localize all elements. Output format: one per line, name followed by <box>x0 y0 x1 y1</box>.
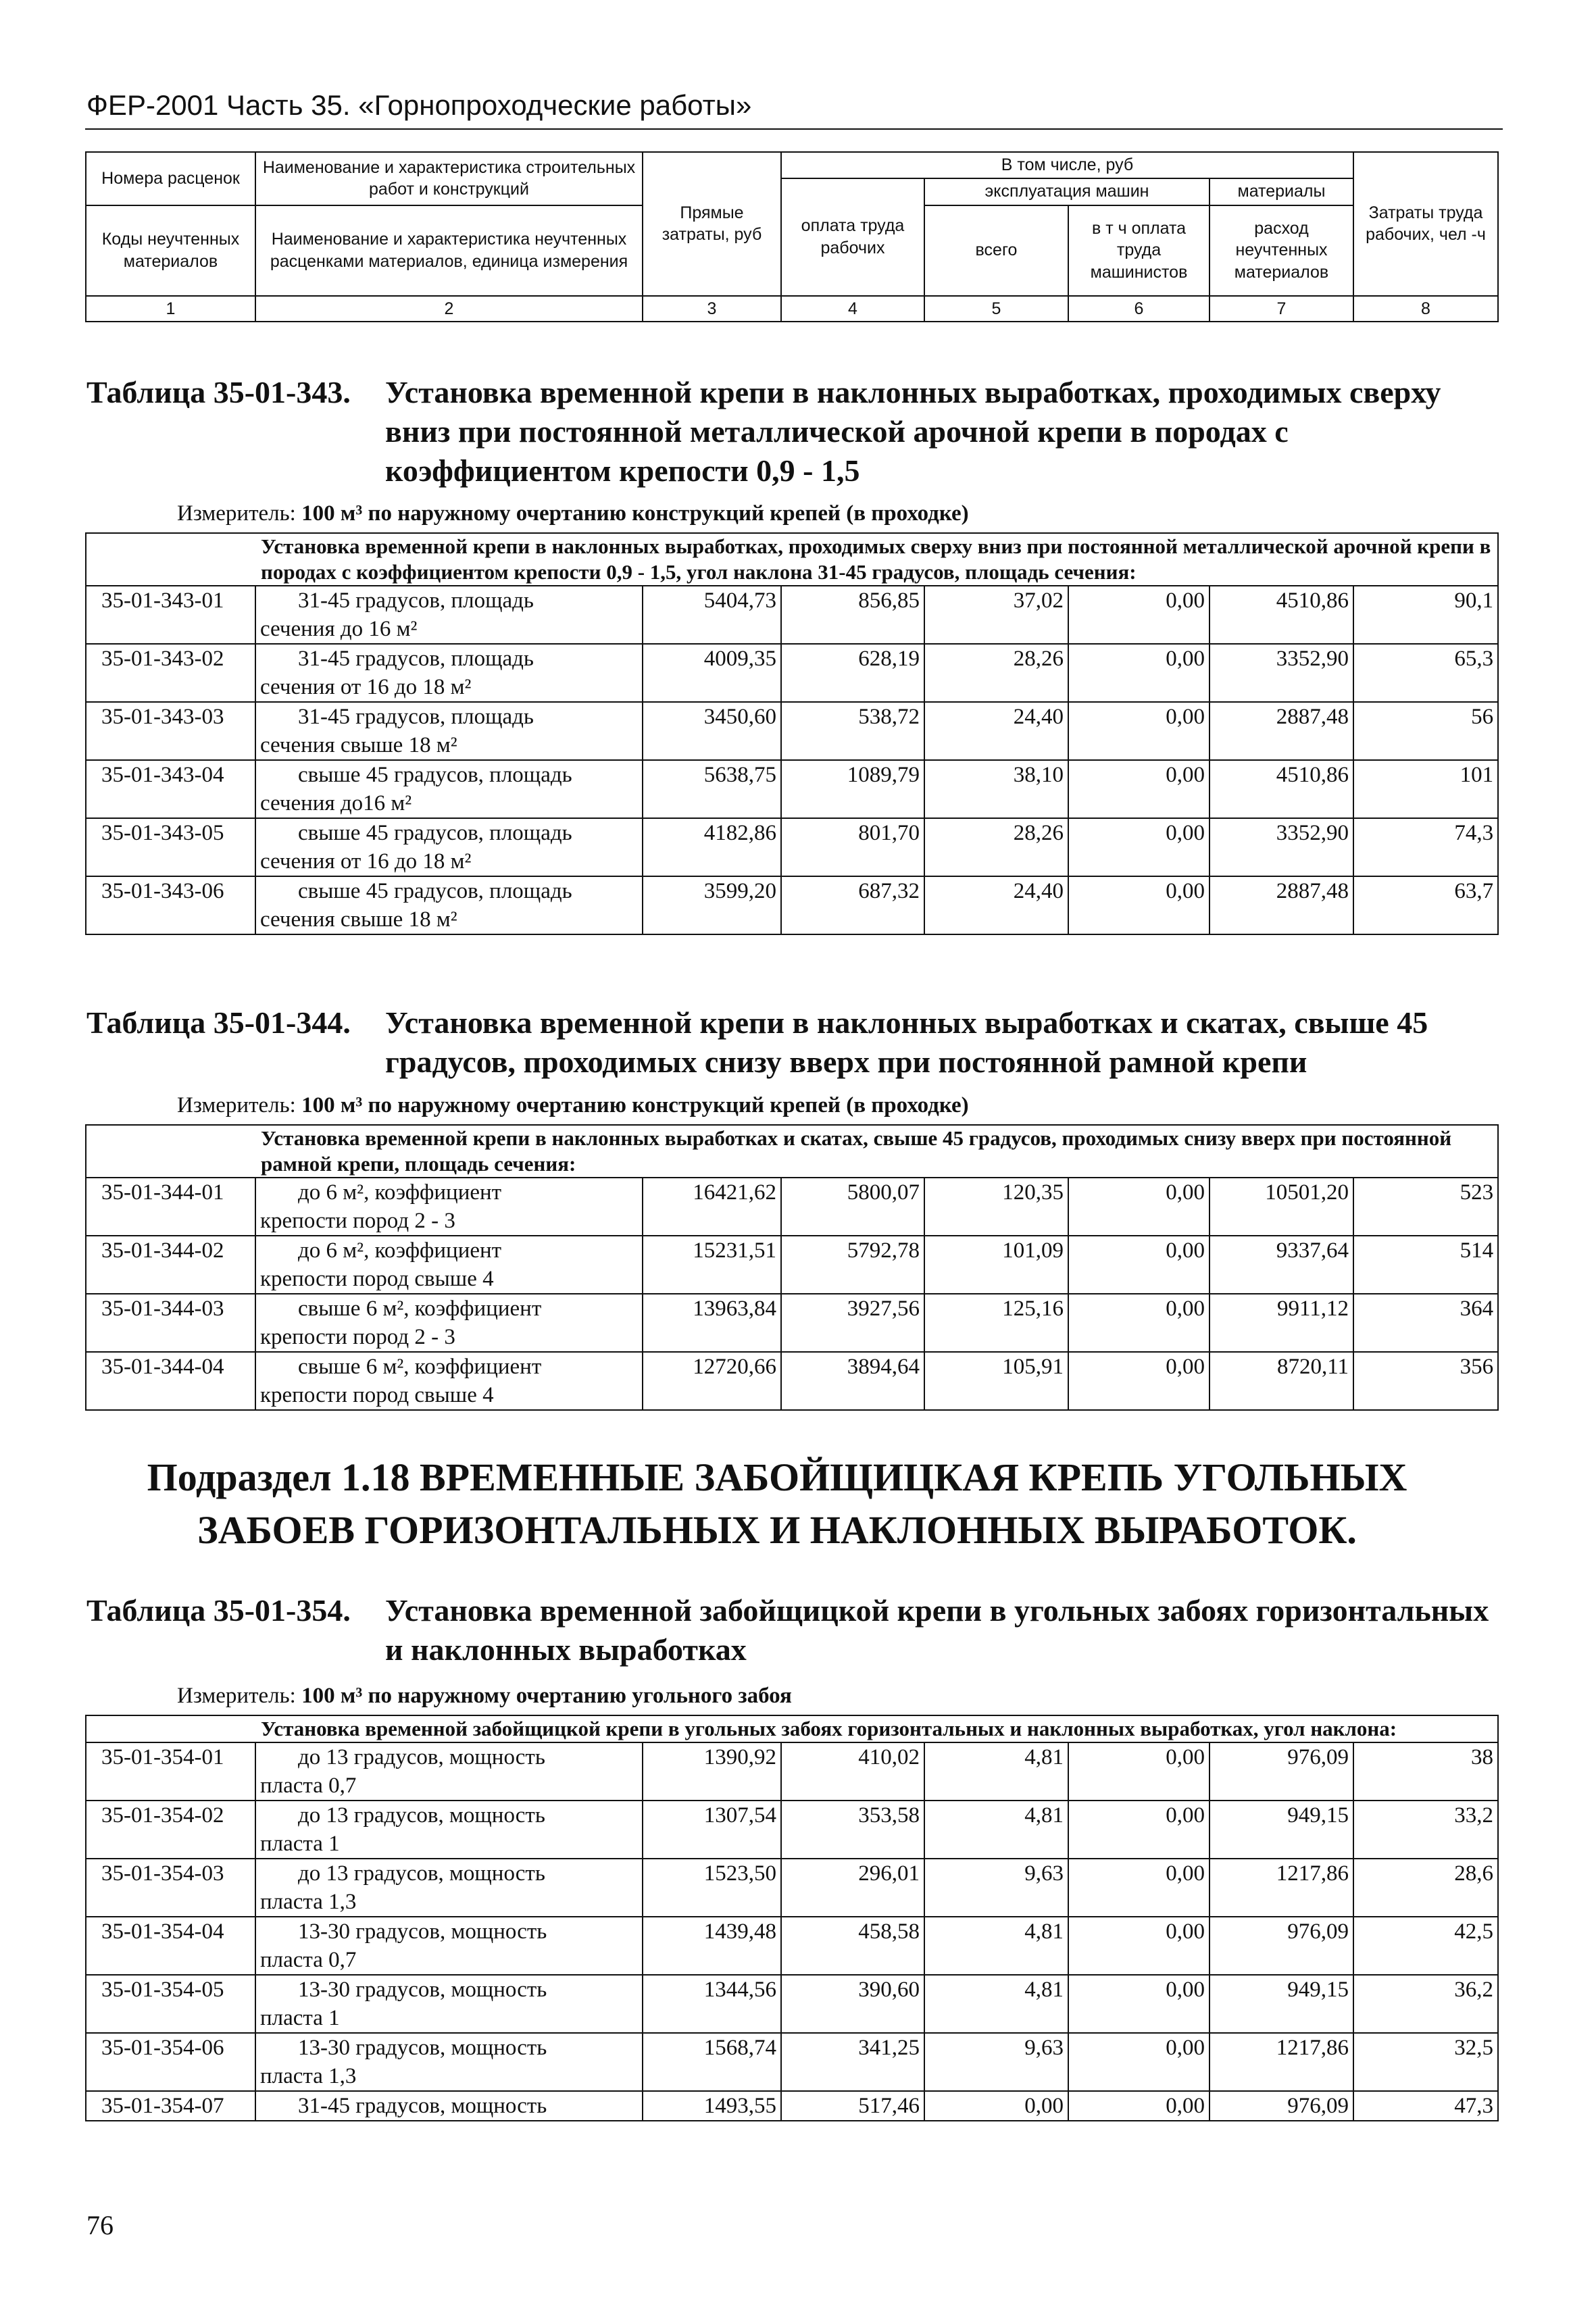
material-use: 976,09 <box>1210 2091 1353 2121</box>
description-line: 31-45 градусов, площадь <box>298 588 534 613</box>
col-number: 8 <box>1353 296 1498 322</box>
col-number: 7 <box>1210 296 1353 322</box>
direct-costs: 3450,60 <box>643 702 781 760</box>
table-354-title <box>86 1591 1499 1669</box>
rate-code: 35-01-343-05 <box>86 818 255 876</box>
operator-pay: 0,00 <box>1068 2091 1210 2121</box>
operator-pay: 0,00 <box>1068 586 1210 644</box>
direct-costs: 15231,51 <box>643 1236 781 1294</box>
table-row <box>86 2091 1498 2121</box>
table-intro-text: Установка временной забойщицкой крепи в угольных забоях горизонтальных и наклонных выработках, угол наклона: <box>86 1715 1498 1742</box>
rate-code: 35-01-354-01 <box>86 1742 255 1801</box>
machines-total: 37,02 <box>924 586 1068 644</box>
description-line: свыше 45 градусов, площадь <box>298 763 572 787</box>
labor-hours: 90,1 <box>1353 586 1498 644</box>
machines-total: 0,00 <box>924 2091 1068 2121</box>
operator-pay: 0,00 <box>1068 1917 1210 1975</box>
material-use: 2887,48 <box>1210 876 1353 934</box>
worker-pay: 353,58 <box>781 1801 924 1859</box>
description-line: сечения свыше 18 м² <box>260 733 457 757</box>
direct-costs: 4009,35 <box>643 644 781 702</box>
direct-costs: 3599,20 <box>643 876 781 934</box>
worker-pay: 341,25 <box>781 2033 924 2091</box>
table-row <box>86 1294 1498 1352</box>
table-354-caption: Установка временной забойщицкой крепи в угольных забоях горизонтальных и наклонных выработках <box>385 1593 1489 1667</box>
labor-hours: 38 <box>1353 1742 1498 1801</box>
description-line: крепости пород 2 - 3 <box>260 1325 455 1349</box>
table-row <box>86 1178 1498 1236</box>
description-line: до 13 градусов, мощность <box>298 1745 545 1769</box>
work-description <box>255 702 643 760</box>
table-row <box>86 644 1498 702</box>
description-line: 13-30 градусов, мощность <box>298 1978 547 2002</box>
operator-pay: 0,00 <box>1068 2033 1210 2091</box>
material-use: 1217,86 <box>1210 2033 1353 2091</box>
rate-code: 35-01-354-04 <box>86 1917 255 1975</box>
work-description <box>255 1975 643 2033</box>
table-343-title <box>86 373 1499 491</box>
direct-costs: 5404,73 <box>643 586 781 644</box>
table-343-rows <box>85 532 1499 935</box>
col-labor-hours-header: Затраты труда рабочих, чел -ч <box>1353 152 1498 296</box>
material-use: 10501,20 <box>1210 1178 1353 1236</box>
operator-pay: 0,00 <box>1068 1975 1210 2033</box>
table-344-block <box>85 1124 1497 1411</box>
material-use: 2887,48 <box>1210 702 1353 760</box>
direct-costs: 1390,92 <box>643 1742 781 1801</box>
intro-row <box>86 1125 1498 1178</box>
machines-total: 4,81 <box>924 1917 1068 1975</box>
description-line: до 6 м², коэффициент <box>298 1180 502 1205</box>
work-description <box>255 1236 643 1294</box>
description-line: до 13 градусов, мощность <box>298 1803 545 1828</box>
labor-hours: 364 <box>1353 1294 1498 1352</box>
machines-total: 101,09 <box>924 1236 1068 1294</box>
col-including-header: В том числе, руб <box>781 152 1353 178</box>
description-line: пласта 0,7 <box>260 1774 357 1798</box>
description-line: свыше 45 градусов, площадь <box>298 821 572 845</box>
material-use: 9911,12 <box>1210 1294 1353 1352</box>
labor-hours: 56 <box>1353 702 1498 760</box>
header-rule <box>85 128 1503 130</box>
worker-pay: 3894,64 <box>781 1352 924 1410</box>
table-row <box>86 1352 1498 1410</box>
labor-hours: 101 <box>1353 760 1498 818</box>
direct-costs: 1344,56 <box>643 1975 781 2033</box>
col-number: 6 <box>1068 296 1210 322</box>
rate-code: 35-01-354-07 <box>86 2091 255 2121</box>
table-354-number: Таблица 35-01-354. <box>86 1593 351 1628</box>
worker-pay: 296,01 <box>781 1859 924 1917</box>
machines-total: 105,91 <box>924 1352 1068 1410</box>
rate-code: 35-01-354-05 <box>86 1975 255 2033</box>
table-row <box>86 702 1498 760</box>
direct-costs: 1568,74 <box>643 2033 781 2091</box>
description-line: сечения от 16 до 18 м² <box>260 849 472 874</box>
machines-total: 4,81 <box>924 1742 1068 1801</box>
work-description <box>255 760 643 818</box>
labor-hours: 28,6 <box>1353 1859 1498 1917</box>
direct-costs: 16421,62 <box>643 1178 781 1236</box>
section-title: Подраздел 1.18 ВРЕМЕННЫЕ ЗАБОЙЩИЦКАЯ КРЕПЬ УГОЛЬНЫХ ЗАБОЕВ ГОРИЗОНТАЛЬНЫХ И НАКЛОННЫХ ВЫРАБОТОК. <box>147 1455 1407 1552</box>
rate-code: 35-01-344-02 <box>86 1236 255 1294</box>
description-line: пласта 1 <box>260 1832 340 1856</box>
description-line: сечения до16 м² <box>260 791 412 815</box>
work-description <box>255 1742 643 1801</box>
description-line: 31-45 градусов, площадь <box>298 647 534 671</box>
description-line: 31-45 градусов, площадь <box>298 705 534 729</box>
material-use: 1217,86 <box>1210 1859 1353 1917</box>
material-use: 3352,90 <box>1210 644 1353 702</box>
work-description <box>255 876 643 934</box>
column-numbers-row <box>86 296 1498 322</box>
description-line: свыше 6 м², коэффициент <box>298 1297 542 1321</box>
work-description <box>255 1294 643 1352</box>
material-use: 4510,86 <box>1210 586 1353 644</box>
description-line: свыше 45 градусов, площадь <box>298 879 572 903</box>
table-row <box>86 1742 1498 1801</box>
worker-pay: 1089,79 <box>781 760 924 818</box>
table-row <box>86 1236 1498 1294</box>
worker-pay: 628,19 <box>781 644 924 702</box>
page-number: 76 <box>86 2210 114 2240</box>
operator-pay: 0,00 <box>1068 1742 1210 1801</box>
worker-pay: 5792,78 <box>781 1236 924 1294</box>
work-description <box>255 1801 643 1859</box>
operator-pay: 0,00 <box>1068 1294 1210 1352</box>
col-number: 4 <box>781 296 924 322</box>
work-description <box>255 1859 643 1917</box>
description-line: крепости пород свыше 4 <box>260 1267 494 1291</box>
labor-hours: 36,2 <box>1353 1975 1498 2033</box>
worker-pay: 856,85 <box>781 586 924 644</box>
direct-costs: 13963,84 <box>643 1294 781 1352</box>
description-line: 13-30 градусов, мощность <box>298 1919 547 1944</box>
col-material-codes-header: Коды неучтенных материалов <box>86 205 255 296</box>
direct-costs: 12720,66 <box>643 1352 781 1410</box>
table-row <box>86 1859 1498 1917</box>
machines-total: 24,40 <box>924 876 1068 934</box>
table-343-caption: Установка временной крепи в наклонных выработках, проходимых сверху вниз при постоянной металлической арочной крепи в породах с коэффициентом крепости 0,9 - 1,5 <box>385 375 1441 488</box>
operator-pay: 0,00 <box>1068 760 1210 818</box>
worker-pay: 390,60 <box>781 1975 924 2033</box>
intro-row <box>86 1715 1498 1742</box>
table-344-rows <box>85 1124 1499 1411</box>
rate-code: 35-01-343-06 <box>86 876 255 934</box>
direct-costs: 5638,75 <box>643 760 781 818</box>
material-use: 4510,86 <box>1210 760 1353 818</box>
col-number: 3 <box>643 296 781 322</box>
table-343-number: Таблица 35-01-343. <box>86 375 351 409</box>
description-line: пласта 1,3 <box>260 1890 357 1914</box>
table-row <box>86 876 1498 934</box>
worker-pay: 538,72 <box>781 702 924 760</box>
description-line: крепости пород 2 - 3 <box>260 1209 455 1233</box>
work-description <box>255 1917 643 1975</box>
material-use: 976,09 <box>1210 1917 1353 1975</box>
description-line: 31-45 градусов, мощность <box>298 2094 547 2118</box>
table-intro-text: Установка временной крепи в наклонных выработках и скатах, свыше 45 градусов, проходимых снизу вверх при постоянной рамной крепи, площадь сечения: <box>86 1125 1498 1178</box>
intro-row <box>86 533 1498 586</box>
worker-pay: 801,70 <box>781 818 924 876</box>
machines-total: 125,16 <box>924 1294 1068 1352</box>
description-line: пласта 1 <box>260 2006 340 2030</box>
rate-code: 35-01-344-04 <box>86 1352 255 1410</box>
rate-code: 35-01-343-01 <box>86 586 255 644</box>
material-use: 8720,11 <box>1210 1352 1353 1410</box>
material-use: 9337,64 <box>1210 1236 1353 1294</box>
material-use: 976,09 <box>1210 1742 1353 1801</box>
operator-pay: 0,00 <box>1068 702 1210 760</box>
description-line: сечения от 16 до 18 м² <box>260 675 472 699</box>
worker-pay: 3927,56 <box>781 1294 924 1352</box>
operator-pay: 0,00 <box>1068 1801 1210 1859</box>
table-354-rows <box>85 1715 1499 2121</box>
description-line: крепости пород свыше 4 <box>260 1383 494 1407</box>
meter-value: 100 м³ по наружному очертанию конструкций крепей (в проходке) <box>301 501 969 526</box>
col-work-name-header: Наименование и характеристика строительных работ и конструкций <box>255 152 643 205</box>
work-description <box>255 2033 643 2091</box>
rate-code: 35-01-344-03 <box>86 1294 255 1352</box>
table-354-meter <box>177 1684 792 1709</box>
worker-pay: 517,46 <box>781 2091 924 2121</box>
meter-label: Измеритель: <box>177 501 296 526</box>
work-description <box>255 1352 643 1410</box>
labor-hours: 523 <box>1353 1178 1498 1236</box>
machines-total: 9,63 <box>924 1859 1068 1917</box>
machines-total: 4,81 <box>924 1975 1068 2033</box>
labor-hours: 65,3 <box>1353 644 1498 702</box>
table-343-meter <box>177 501 969 526</box>
worker-pay: 687,32 <box>781 876 924 934</box>
operator-pay: 0,00 <box>1068 1352 1210 1410</box>
direct-costs: 1493,55 <box>643 2091 781 2121</box>
labor-hours: 356 <box>1353 1352 1498 1410</box>
work-description <box>255 818 643 876</box>
labor-hours: 42,5 <box>1353 1917 1498 1975</box>
table-row <box>86 760 1498 818</box>
work-description <box>255 1178 643 1236</box>
labor-hours: 47,3 <box>1353 2091 1498 2121</box>
rate-code: 35-01-343-02 <box>86 644 255 702</box>
table-344-number: Таблица 35-01-344. <box>86 1005 351 1040</box>
machines-total: 38,10 <box>924 760 1068 818</box>
description-line: пласта 0,7 <box>260 1948 357 1972</box>
machines-total: 4,81 <box>924 1801 1068 1859</box>
labor-hours: 63,7 <box>1353 876 1498 934</box>
labor-hours: 74,3 <box>1353 818 1498 876</box>
rate-code: 35-01-354-02 <box>86 1801 255 1859</box>
rate-code: 35-01-354-06 <box>86 2033 255 2091</box>
meter-value: 100 м³ по наружному очертанию конструкций крепей (в проходке) <box>301 1093 969 1117</box>
labor-hours: 32,5 <box>1353 2033 1498 2091</box>
machines-total: 28,26 <box>924 818 1068 876</box>
table-row <box>86 1975 1498 2033</box>
labor-hours: 33,2 <box>1353 1801 1498 1859</box>
rate-code: 35-01-343-03 <box>86 702 255 760</box>
direct-costs: 1523,50 <box>643 1859 781 1917</box>
operator-pay: 0,00 <box>1068 818 1210 876</box>
rate-code: 35-01-354-03 <box>86 1859 255 1917</box>
worker-pay: 458,58 <box>781 1917 924 1975</box>
col-number: 1 <box>86 296 255 322</box>
description-line: до 6 м², коэффициент <box>298 1238 502 1263</box>
worker-pay: 410,02 <box>781 1742 924 1801</box>
labor-hours: 514 <box>1353 1236 1498 1294</box>
description-line: до 13 градусов, мощность <box>298 1861 545 1886</box>
operator-pay: 0,00 <box>1068 876 1210 934</box>
worker-pay: 5800,07 <box>781 1178 924 1236</box>
meter-label: Измеритель: <box>177 1093 296 1117</box>
direct-costs: 1439,48 <box>643 1917 781 1975</box>
machines-total: 28,26 <box>924 644 1068 702</box>
work-description <box>255 586 643 644</box>
table-row <box>86 1917 1498 1975</box>
col-operator-pay-header: в т ч оплата труда машинистов <box>1068 205 1210 296</box>
table-row <box>86 586 1498 644</box>
table-344-title <box>86 1003 1499 1082</box>
col-rate-number-header: Номера расценок <box>86 152 255 205</box>
col-number: 5 <box>924 296 1068 322</box>
column-header-table <box>85 151 1499 322</box>
table-intro-text: Установка временной крепи в наклонных выработках, проходимых сверху вниз при постоянной металлической арочной крепи в породах с коэффициентом крепости 0,9 - 1,5, угол наклона 31-45 градусов, площадь сечения: <box>86 533 1498 586</box>
description-line: 13-30 градусов, мощность <box>298 2036 547 2060</box>
description-line: сечения до 16 м² <box>260 617 418 641</box>
col-machines-total-header: всего <box>924 205 1068 296</box>
direct-costs: 1307,54 <box>643 1801 781 1859</box>
table-343-block <box>85 532 1497 935</box>
work-description <box>255 2091 643 2121</box>
description-line: свыше 6 м², коэффициент <box>298 1355 542 1379</box>
table-344-caption: Установка временной крепи в наклонных выработках и скатах, свыше 45 градусов, проходимых снизу вверх при постоянной рамной крепи <box>385 1005 1428 1079</box>
operator-pay: 0,00 <box>1068 1236 1210 1294</box>
rate-code: 35-01-344-01 <box>86 1178 255 1236</box>
material-use: 949,15 <box>1210 1975 1353 2033</box>
material-use: 949,15 <box>1210 1801 1353 1859</box>
col-materials-header: материалы <box>1210 178 1353 205</box>
description-line: сечения свыше 18 м² <box>260 907 457 932</box>
table-354-block <box>85 1715 1497 2121</box>
col-direct-costs-header: Прямые затраты, руб <box>643 152 781 296</box>
col-material-use-header: расход неучтенных материалов <box>1210 205 1353 296</box>
col-number: 2 <box>255 296 643 322</box>
operator-pay: 0,00 <box>1068 1859 1210 1917</box>
work-description <box>255 644 643 702</box>
material-use: 3352,90 <box>1210 818 1353 876</box>
operator-pay: 0,00 <box>1068 1178 1210 1236</box>
col-material-names-header: Наименование и характеристика неучтенных расценками материалов, единица измерения <box>255 205 643 296</box>
col-worker-pay-header: оплата труда рабочих <box>781 178 924 296</box>
table-344-meter <box>177 1093 969 1118</box>
machines-total: 24,40 <box>924 702 1068 760</box>
meter-value: 100 м³ по наружному очертанию угольного забоя <box>301 1684 792 1708</box>
table-row <box>86 2033 1498 2091</box>
table-row <box>86 818 1498 876</box>
page-header: ФЕР-2001 Часть 35. «Горнопроходческие работы» <box>86 89 752 121</box>
rate-code: 35-01-343-04 <box>86 760 255 818</box>
machines-total: 9,63 <box>924 2033 1068 2091</box>
direct-costs: 4182,86 <box>643 818 781 876</box>
meter-label: Измеритель: <box>177 1684 296 1708</box>
machines-total: 120,35 <box>924 1178 1068 1236</box>
description-line: пласта 1,3 <box>260 2064 357 2088</box>
col-machines-header: эксплуатация машин <box>924 178 1210 205</box>
table-row <box>86 1801 1498 1859</box>
operator-pay: 0,00 <box>1068 644 1210 702</box>
